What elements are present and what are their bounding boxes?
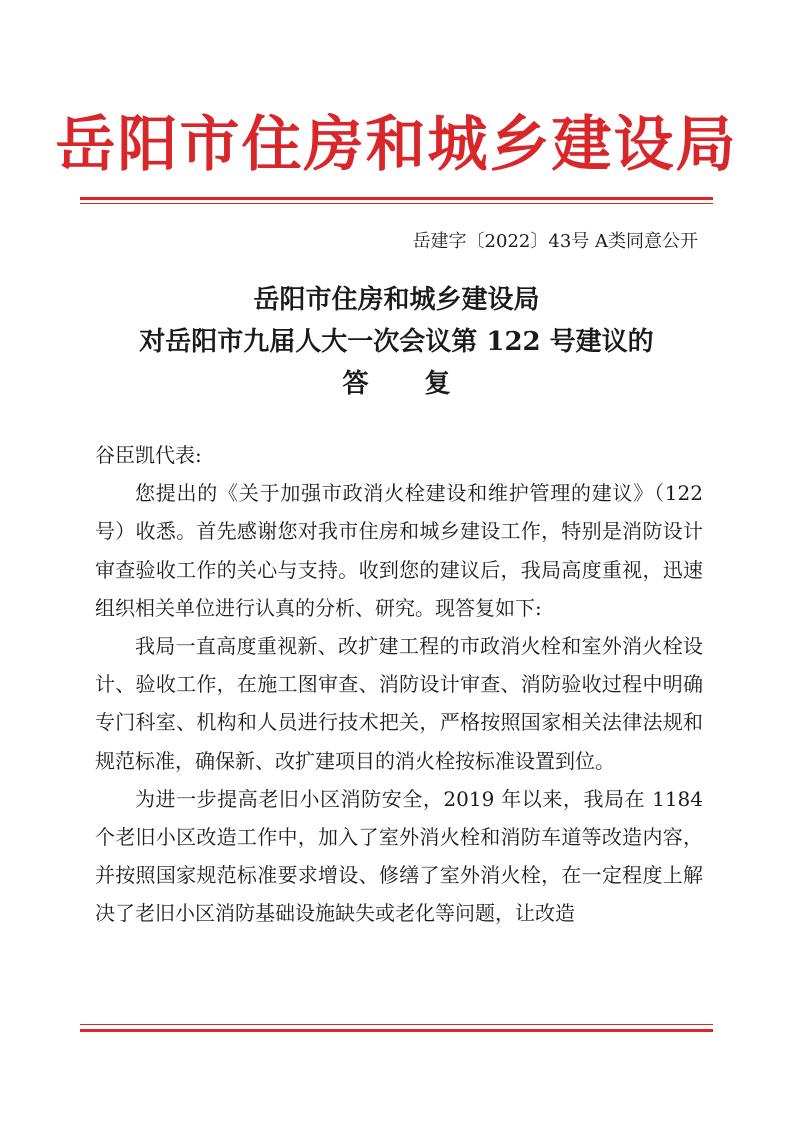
title-line-2: 对岳阳市九届人大一次会议第 122 号建议的 — [139, 327, 654, 357]
header-red-rule-thick — [80, 197, 713, 200]
title-line-3: 答复 — [342, 369, 507, 399]
body-paragraph-2: 我局一直高度重视新、改扩建工程的市政消火栓和室外消火栓设计、验收工作，在施工图审查、消防设计审查、消防验收过程中明确专门科室、机构和人员进行技术把关，严格按照国家相关法律法规和规范标准，确保新、改扩建项目的消火栓按标准设置到位。 — [95, 634, 703, 773]
footer-red-rule-thick — [80, 1029, 713, 1032]
document-number: 岳建字〔2022〕43号 A类同意公开 — [412, 231, 698, 252]
letter-body — [95, 436, 703, 933]
header-red-rule-thin — [80, 203, 713, 204]
body-paragraph-1: 您提出的《关于加强市政消火栓建设和维护管理的建议》（122号）收悉。首先感谢您对我市住房和城乡建设工作，特别是消防设计审查验收工作的关心与支持。收到您的建议后，我局高度重视，迅速组织相关单位进行认真的分析、研究。现答复如下: — [95, 481, 703, 620]
salutation: 谷臣凯代表: — [95, 443, 202, 467]
footer-red-rule-thin — [80, 1024, 713, 1025]
title-line-1: 岳阳市住房和城乡建设局 — [253, 285, 540, 315]
agency-masthead: 岳阳市住房和城乡建设局 — [55, 110, 738, 180]
body-paragraph-3: 为进一步提高老旧小区消防安全，2019 年以来，我局在 1184 个老旧小区改造工作中，加入了室外消火栓和消防车道等改造内容，并按照国家规范标准要求增设、修缮了室外消火栓，在一定程度上解决了老旧小区消防基础设施缺失或老化等问题，让改造 — [95, 786, 703, 926]
